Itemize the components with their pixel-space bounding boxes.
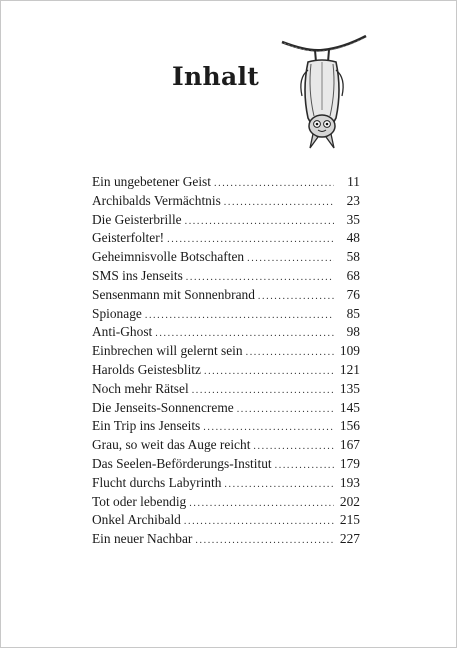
toc-entry-title: Tot oder lebendig [92,493,187,509]
toc-entry-page-number: 179 [339,455,360,471]
toc-entry-page-number: 23 [346,192,360,208]
toc-entry-title: Spionage [92,305,142,321]
toc-entry-page-number: 68 [346,267,360,283]
toc-dot-leader [189,495,334,514]
toc-entry [92,474,360,493]
toc-entry-title: Die Jenseits-Sonnencreme [92,399,234,415]
toc-entry-page-number: 193 [339,474,360,490]
toc-dot-leader [204,363,334,382]
toc-entry-page-number: 76 [346,286,360,302]
toc-dot-leader [224,194,334,213]
toc-entry-title: SMS ins Jenseits [92,267,183,283]
toc-dot-leader [214,175,334,194]
toc-entry-title: Einbrechen will gelernt sein [92,343,243,359]
toc-entry [92,192,360,211]
toc-entry [92,267,360,286]
toc-entry-title: Anti-Ghost [92,324,153,340]
toc-entry-title: Sensenmann mit Sonnenbrand [92,286,255,302]
toc-entry-page-number: 48 [346,230,360,246]
toc-entry [92,342,360,361]
toc-entry-title: Harolds Geistesblitz [92,361,201,377]
toc-entry-page-number: 121 [339,361,360,377]
toc-dot-leader [224,476,333,495]
toc-entry [92,417,360,436]
page-title: Inhalt [172,62,260,91]
toc-entry-title: Ein ungebetener Geist [92,174,211,189]
toc-dot-leader [246,344,334,363]
toc-dot-leader [195,532,334,551]
toc-entry-title: Flucht durchs Labyrinth [92,474,222,490]
toc-entry-title: Archibalds Vermächtnis [92,192,221,208]
toc-entry [92,380,360,399]
hanging-bat-icon [278,30,368,160]
toc-entry [92,511,360,530]
toc-entry [92,173,360,192]
toc-entry [92,399,360,418]
toc-entry-page-number: 35 [346,211,360,227]
toc-entry [92,530,360,549]
toc-entry-title: Die Geisterbrille [92,211,182,227]
toc-dot-leader [184,513,334,532]
toc-entry [92,361,360,380]
toc-entry-page-number: 145 [339,399,360,415]
toc-entry [92,436,360,455]
toc-entry-title: Geheimnisvolle Botschaften [92,249,245,265]
toc-entry [92,305,360,324]
toc-entry-page-number: 167 [339,437,360,453]
toc-entry [92,211,360,230]
toc-entry-page-number: 109 [339,343,360,359]
toc-entry-page-number: 98 [346,324,360,340]
toc-dot-leader [258,288,334,307]
toc-entry-page-number: 58 [346,249,360,265]
toc-dot-leader [237,401,334,420]
toc-entry-title: Ein neuer Nachbar [92,531,193,547]
toc-entry-page-number: 215 [339,512,360,528]
toc-entry-title: Grau, so weit das Auge reicht [92,437,251,453]
toc-entry-title: Geisterfolter! [92,230,165,246]
toc-entry-title: Onkel Archibald [92,512,181,528]
toc-entry [92,493,360,512]
toc-entry [92,248,360,267]
toc-entry [92,323,360,342]
toc-dot-leader [145,307,334,326]
toc-entry-title: Ein Trip ins Jenseits [92,418,201,434]
toc-entry [92,229,360,248]
toc-entry-title: Das Seelen-Beförderungs-Institut [92,455,272,471]
toc-dot-leader [275,457,334,476]
toc-entry-page-number: 156 [339,418,360,434]
toc-entry [92,286,360,305]
toc-entry-page-number: 85 [346,305,360,321]
toc-entry-page-number: 227 [339,531,360,547]
toc-dot-leader [247,250,334,269]
toc-entry [92,455,360,474]
toc-entry-page-number: 11 [347,174,360,189]
toc-entry-title: Noch mehr Rätsel [92,380,189,396]
toc-entry-page-number: 202 [339,493,360,509]
table-of-contents [92,173,360,549]
toc-entry-page-number: 135 [339,380,360,396]
toc-dot-leader [185,213,334,232]
